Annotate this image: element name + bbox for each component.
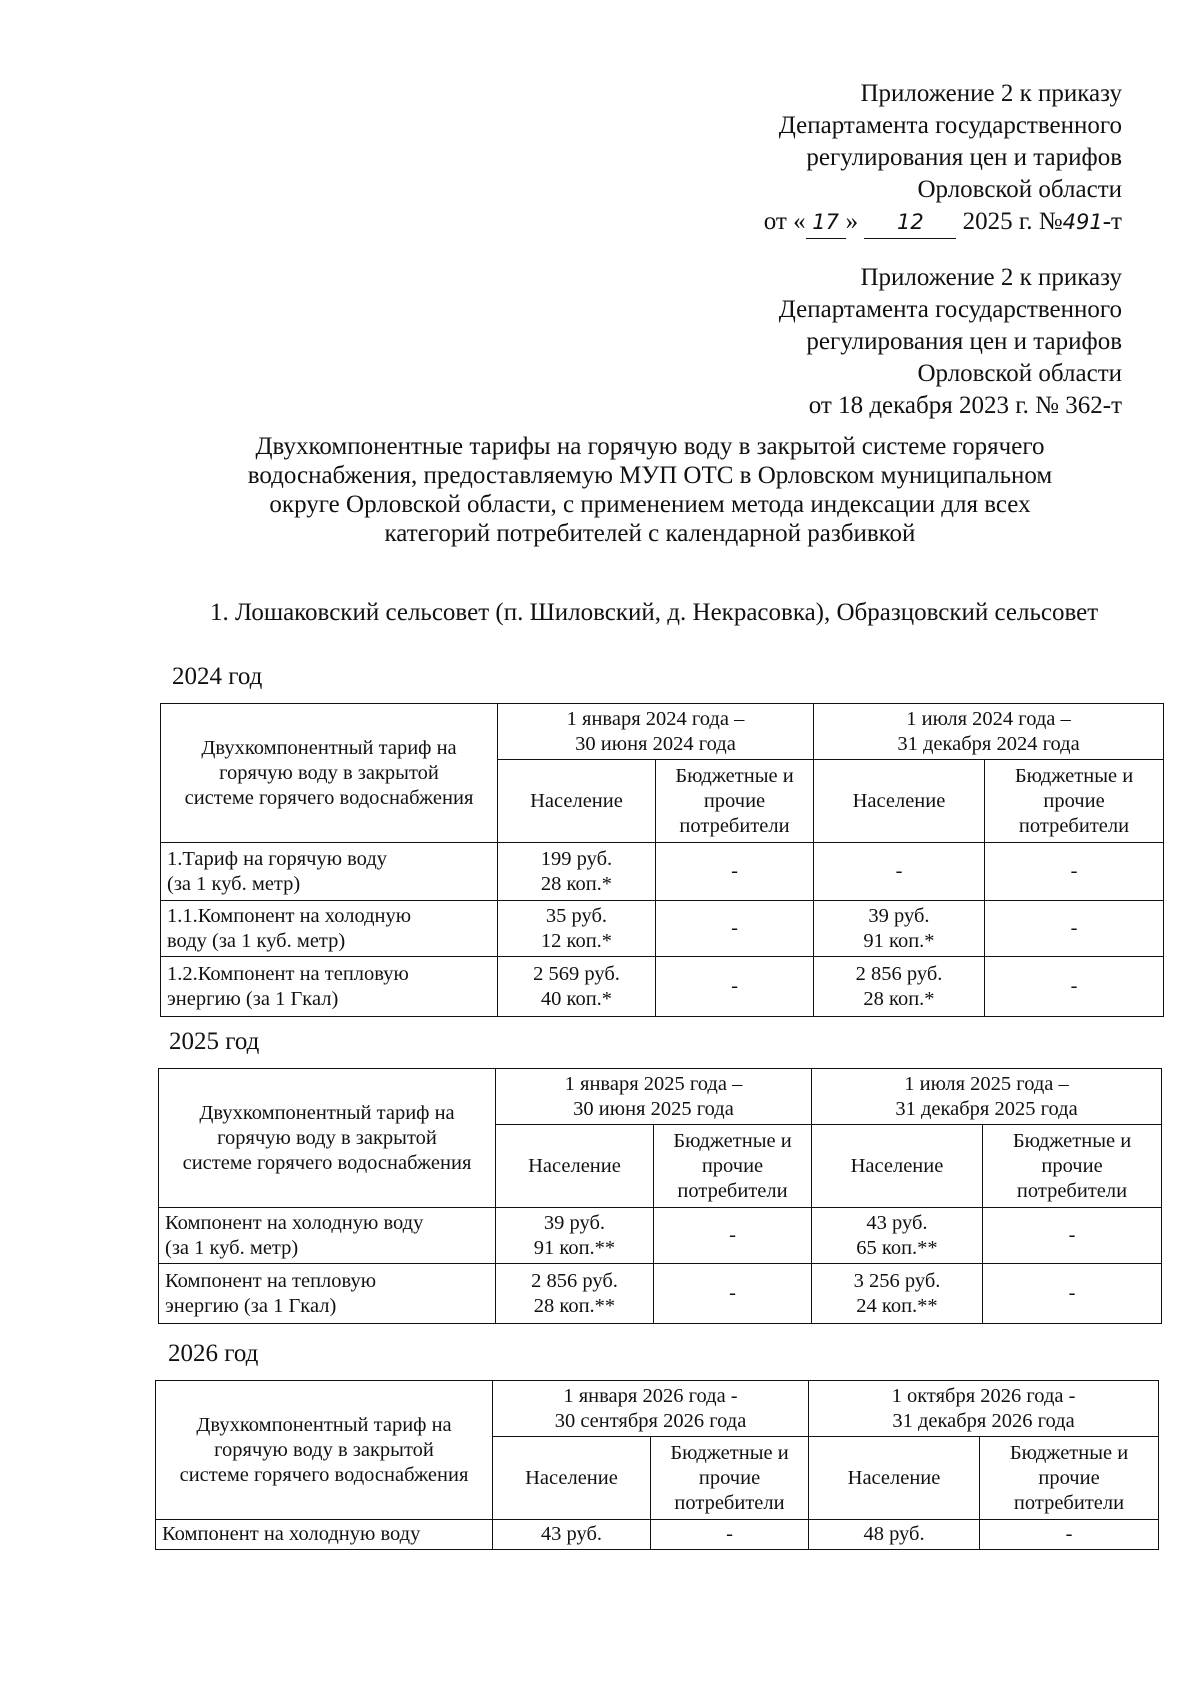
row-label: 1.Тариф на горячую воду (за 1 куб. метр) <box>161 843 498 901</box>
value-cell: 2 856 руб. 28 коп.** <box>496 1264 654 1324</box>
header-new-order <box>764 78 1122 239</box>
year-heading-2024: 2024 год <box>172 663 263 690</box>
empty-cell: - <box>656 957 814 1017</box>
value-cell: 43 руб. 65 коп.** <box>812 1208 983 1264</box>
period-header: 1 июля 2024 года – 31 декабря 2024 года <box>814 704 1164 760</box>
empty-cell: - <box>656 901 814 957</box>
header-line: Приложение 2 к приказу <box>860 264 1122 291</box>
column-header-population: Население <box>496 1125 654 1208</box>
handwritten-day: 17 <box>806 206 846 239</box>
period-header: 1 октября 2026 года - 31 декабря 2026 года <box>809 1381 1159 1437</box>
column-header-budget: Бюджетные и прочие потребители <box>980 1437 1159 1520</box>
header-original-order <box>779 262 1122 422</box>
column-header-budget: Бюджетные и прочие потребители <box>654 1125 812 1208</box>
tariff-table-2025 <box>158 1068 1162 1324</box>
column-header-population: Население <box>812 1125 983 1208</box>
header-line: от 18 декабря 2023 г. № 362-т <box>808 392 1122 419</box>
table-header-label: Двухкомпонентный тариф на горячую воду в закрытой системе горячего водоснабжения <box>156 1381 493 1520</box>
value-cell: 2 569 руб. 40 коп.* <box>498 957 656 1017</box>
value-cell: 35 руб. 12 коп.* <box>498 901 656 957</box>
empty-cell: - <box>654 1208 812 1264</box>
header-line: регулирования цен и тарифов <box>806 144 1122 171</box>
header-line: Департамента государственного <box>778 296 1122 323</box>
document-title: Двухкомпонентные тарифы на горячую воду в закрытой системе горячего водоснабжения, предоставляемую МУП ОТС в Орловском муниципальном округе Орловской области, с применением метода индексации для всех категорий потребителей с календарной разбивкой <box>247 433 1053 547</box>
table-row <box>156 1520 1159 1550</box>
column-header-population: Население <box>814 760 985 843</box>
value-cell: 43 руб. <box>493 1520 651 1550</box>
empty-cell: - <box>980 1520 1159 1550</box>
column-header-budget: Бюджетные и прочие потребители <box>985 760 1164 843</box>
column-header-population: Население <box>809 1437 980 1520</box>
empty-cell: - <box>985 843 1164 901</box>
row-label: Компонент на тепловую энергию (за 1 Гкал) <box>159 1264 496 1324</box>
value-cell: 3 256 руб. 24 коп.** <box>812 1264 983 1324</box>
row-label: 1.1.Компонент на холодную воду (за 1 куб. метр) <box>161 901 498 957</box>
year-heading-2025: 2025 год <box>169 1028 260 1055</box>
period-header: 1 января 2024 года – 30 июня 2024 года <box>498 704 814 760</box>
handwritten-month: 12 <box>864 206 956 239</box>
header-line: Орловской области <box>917 176 1122 203</box>
table-row <box>159 1264 1162 1324</box>
table-row <box>161 843 1164 901</box>
empty-cell: - <box>985 901 1164 957</box>
period-header: 1 января 2025 года – 30 июня 2025 года <box>496 1069 812 1125</box>
header-line: Орловской области <box>917 360 1122 387</box>
value-cell: 48 руб. <box>809 1520 980 1550</box>
column-header-budget: Бюджетные и прочие потребители <box>983 1125 1162 1208</box>
header-line: Приложение 2 к приказу <box>860 80 1122 107</box>
column-header-budget: Бюджетные и прочие потребители <box>651 1437 809 1520</box>
period-header: 1 января 2026 года - 30 сентября 2026 года <box>493 1381 809 1437</box>
empty-cell: - <box>656 843 814 901</box>
row-label: Компонент на холодную воду <box>156 1520 493 1550</box>
year-heading-2026: 2026 год <box>168 1340 259 1367</box>
handwritten-number: 491 <box>1062 210 1103 234</box>
table-header-label: Двухкомпонентный тариф на горячую воду в закрытой системе горячего водоснабжения <box>159 1069 496 1208</box>
table-header-label: Двухкомпонентный тариф на горячую воду в закрытой системе горячего водоснабжения <box>161 704 498 843</box>
period-header: 1 июля 2025 года – 31 декабря 2025 года <box>812 1069 1162 1125</box>
header-line: Департамента государственного <box>778 112 1122 139</box>
header-line: регулирования цен и тарифов <box>806 328 1122 355</box>
empty-cell: - <box>985 957 1164 1017</box>
value-cell: 39 руб. 91 коп.** <box>496 1208 654 1264</box>
row-label: 1.2.Компонент на тепловую энергию (за 1 Гкал) <box>161 957 498 1017</box>
empty-cell: - <box>651 1520 809 1550</box>
empty-cell: - <box>814 843 985 901</box>
column-header-population: Население <box>493 1437 651 1520</box>
value-cell: 39 руб. 91 коп.* <box>814 901 985 957</box>
value-cell: 2 856 руб. 28 коп.* <box>814 957 985 1017</box>
empty-cell: - <box>654 1264 812 1324</box>
table-row <box>161 957 1164 1017</box>
table-row <box>159 1208 1162 1264</box>
row-label: Компонент на холодную воду (за 1 куб. метр) <box>159 1208 496 1264</box>
header-date-line: от « 17 » 12 2025 г. №491-т <box>764 206 1122 239</box>
tariff-table-2024 <box>160 703 1164 1017</box>
section-heading: 1. Лошаковский сельсовет (п. Шиловский, д. Некрасовка), Образцовский сельсовет <box>210 599 1099 626</box>
tariff-table-2026 <box>155 1380 1159 1550</box>
empty-cell: - <box>983 1208 1162 1264</box>
column-header-budget: Бюджетные и прочие потребители <box>656 760 814 843</box>
column-header-population: Население <box>498 760 656 843</box>
value-cell: 199 руб. 28 коп.* <box>498 843 656 901</box>
empty-cell: - <box>983 1264 1162 1324</box>
table-row <box>161 901 1164 957</box>
